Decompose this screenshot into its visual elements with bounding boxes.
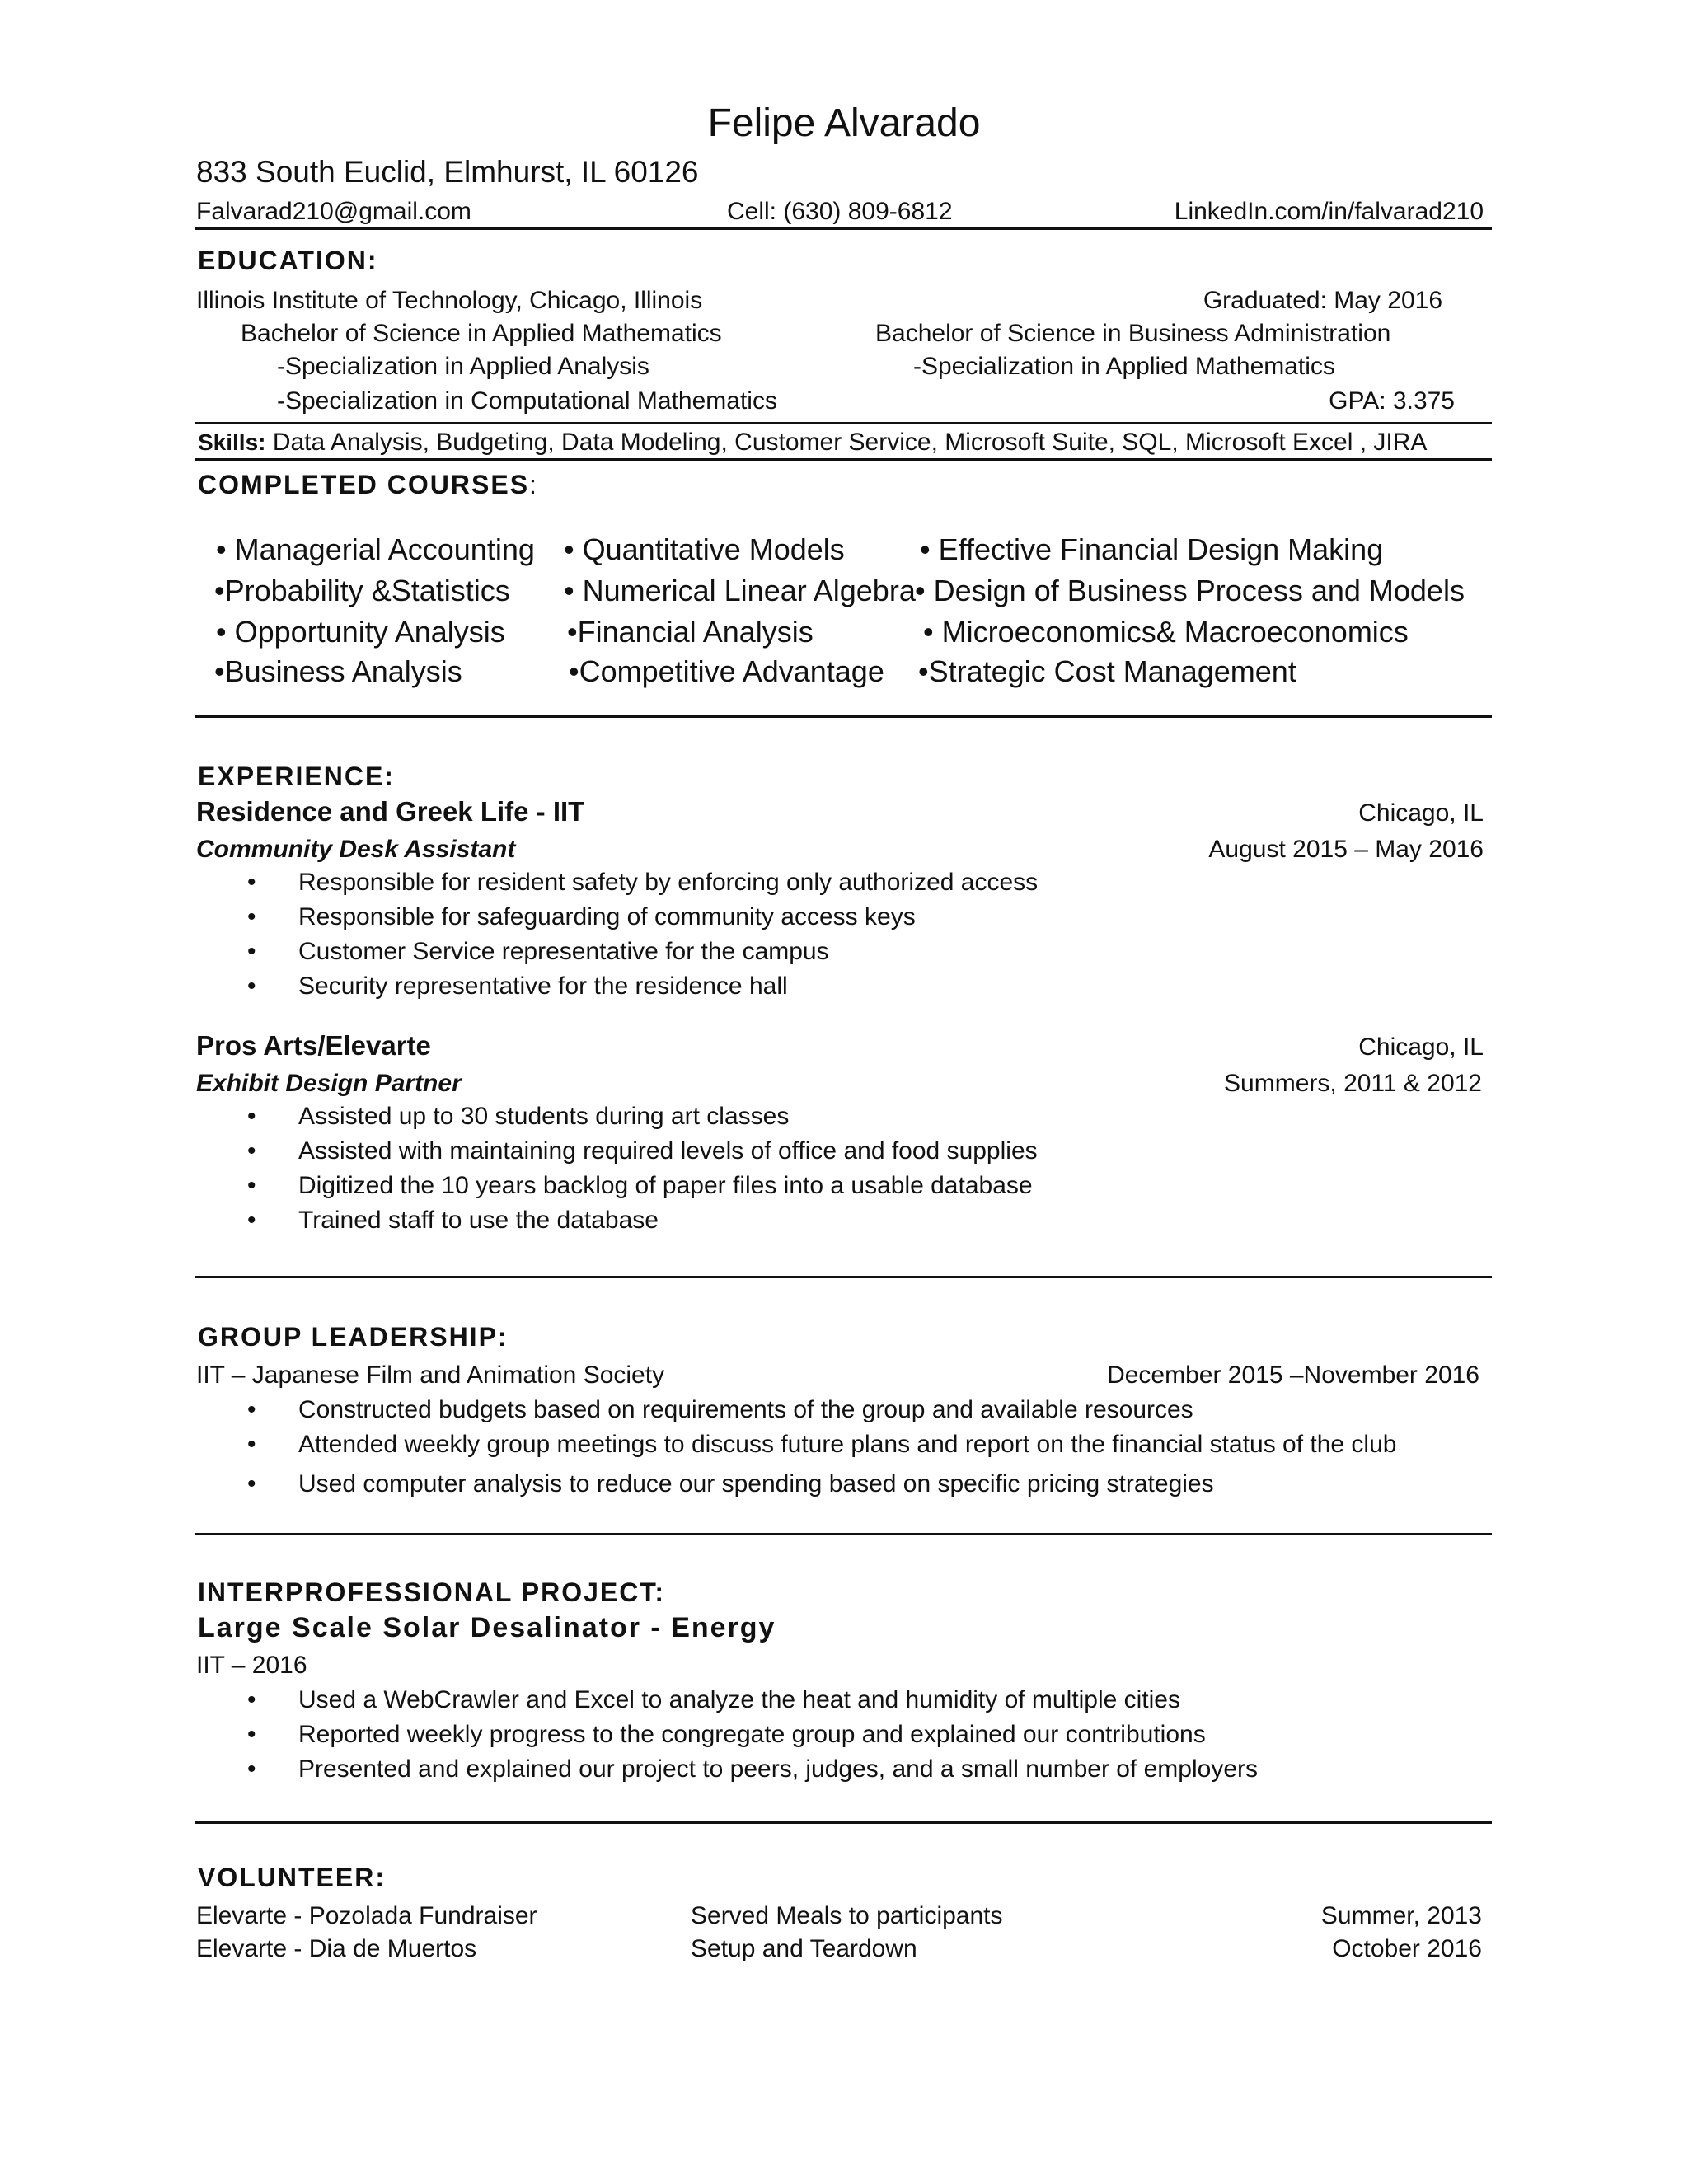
- resume-name: Felipe Alvarado: [707, 101, 981, 145]
- job-dates: August 2015 – May 2016: [1208, 836, 1484, 863]
- list-item: • Constructed budgets based on requirements of the group and available resources: [247, 1396, 1193, 1423]
- course-item: • Effective Financial Design Making: [920, 532, 1384, 566]
- project-duties: [247, 1683, 1258, 1787]
- volunteer-task: Served Meals to participants: [691, 1902, 1003, 1929]
- list-item: • Responsible for resident safety by enforcing only authorized access: [247, 869, 1039, 896]
- list-item: • Responsible for safeguarding of community access keys: [247, 903, 916, 930]
- courses-heading-colon: :: [529, 470, 538, 499]
- divider: [195, 458, 1492, 461]
- volunteer-org: Elevarte - Pozolada Fundraiser: [196, 1902, 537, 1929]
- course-item: • Numerical Linear Algebra: [564, 574, 916, 607]
- course-item: • Design of Business Process and Models: [915, 574, 1465, 607]
- job-location: Chicago, IL: [1358, 1033, 1484, 1061]
- divider: [195, 422, 1492, 424]
- degree-business: Bachelor of Science in Business Administration: [875, 320, 1391, 347]
- job-title: Community Desk Assistant: [196, 836, 516, 863]
- email[interactable]: Falvarad210@gmail.com: [196, 198, 471, 225]
- list-item: • Assisted up to 30 students during art classes: [247, 1103, 790, 1130]
- leadership-duties: [247, 1393, 1396, 1502]
- list-item: • Attended weekly group meetings to discuss future plans and report on the financial status of the club: [247, 1431, 1397, 1458]
- list-item: • Presented and explained our project to peers, judges, and a small number of employers: [247, 1755, 1259, 1783]
- skills-text: Data Analysis, Budgeting, Data Modeling, Customer Service, Microsoft Suite, SQL, Microsoft Excel , JIRA: [272, 429, 1428, 456]
- volunteer-date: October 2016: [1332, 1935, 1482, 1962]
- project-title: Large Scale Solar Desalinator - Energy: [198, 1612, 776, 1643]
- experience-heading: EXPERIENCE:: [198, 762, 395, 791]
- course-item: • Managerial Accounting: [216, 532, 535, 566]
- cell-phone: Cell: (630) 809-6812: [727, 198, 953, 225]
- specialization-computational: -Specialization in Computational Mathematics: [277, 387, 777, 415]
- course-item: • Quantitative Models: [564, 532, 845, 566]
- course-item: •Probability &Statistics: [214, 574, 510, 607]
- job-organization: Residence and Greek Life - IIT: [196, 796, 585, 827]
- volunteer-org: Elevarte - Dia de Muertos: [196, 1935, 477, 1962]
- leadership-org: IIT – Japanese Film and Animation Society: [196, 1361, 665, 1389]
- project-heading: INTERPROFESSIONAL PROJECT:: [198, 1577, 666, 1607]
- job-duties: [247, 1099, 1038, 1238]
- list-item: • Used a WebCrawler and Excel to analyze the heat and humidity of multiple cities: [247, 1686, 1180, 1713]
- courses-heading: COMPLETED COURSES: [198, 470, 530, 499]
- divider: [195, 1276, 1492, 1278]
- course-item: •Business Analysis: [214, 654, 462, 688]
- education-heading: EDUCATION:: [198, 246, 378, 275]
- course-item: • Microeconomics& Macroeconomics: [923, 615, 1409, 649]
- list-item: • Assisted with maintaining required levels of office and food supplies: [247, 1137, 1038, 1165]
- list-item: • Used computer analysis to reduce our spending based on specific pricing strategies: [247, 1470, 1214, 1497]
- volunteer-task: Setup and Teardown: [691, 1935, 917, 1962]
- list-item: • Reported weekly progress to the congregate group and explained our contributions: [247, 1721, 1206, 1748]
- list-item: • Security representative for the residence hall: [247, 972, 788, 1000]
- course-item: • Opportunity Analysis: [216, 615, 505, 649]
- job-duties: [247, 865, 1038, 1004]
- school: Illinois Institute of Technology, Chicago, Illinois: [196, 287, 703, 314]
- course-item: •Financial Analysis: [567, 615, 814, 649]
- courses-heading-line: [198, 470, 538, 500]
- specialization-analysis: -Specialization in Applied Analysis: [277, 353, 649, 380]
- volunteer-heading: VOLUNTEER:: [198, 1863, 386, 1892]
- list-item: • Trained staff to use the database: [247, 1207, 659, 1234]
- job-organization: Pros Arts/Elevarte: [196, 1030, 431, 1061]
- list-item: • Customer Service representative for the campus: [247, 938, 829, 965]
- leadership-heading: GROUP LEADERSHIP:: [198, 1322, 509, 1352]
- leadership-dates: December 2015 –November 2016: [1107, 1361, 1479, 1389]
- linkedin-link[interactable]: LinkedIn.com/in/falvarad210: [1174, 198, 1484, 225]
- gpa: GPA: 3.375: [1329, 387, 1455, 415]
- volunteer-date: Summer, 2013: [1320, 1902, 1482, 1929]
- degree-math: Bachelor of Science in Applied Mathematics: [241, 320, 722, 347]
- job-dates: Summers, 2011 & 2012: [1224, 1070, 1482, 1097]
- divider: [195, 1821, 1492, 1824]
- divider: [195, 227, 1492, 230]
- project-org: IIT – 2016: [196, 1652, 307, 1679]
- job-title: Exhibit Design Partner: [196, 1070, 462, 1097]
- skills-line: [198, 429, 1427, 457]
- divider: [195, 715, 1492, 718]
- address: 833 South Euclid, Elmhurst, IL 60126: [196, 155, 699, 189]
- job-location: Chicago, IL: [1358, 799, 1484, 827]
- graduation-date: Graduated: May 2016: [1203, 287, 1442, 314]
- specialization-mathematics: -Specialization in Applied Mathematics: [913, 353, 1335, 380]
- divider: [195, 1533, 1492, 1535]
- course-item: •Competitive Advantage: [569, 654, 884, 688]
- list-item: • Digitized the 10 years backlog of paper files into a usable database: [247, 1172, 1033, 1199]
- course-item: •Strategic Cost Management: [918, 654, 1296, 688]
- skills-label: Skills:: [198, 429, 266, 455]
